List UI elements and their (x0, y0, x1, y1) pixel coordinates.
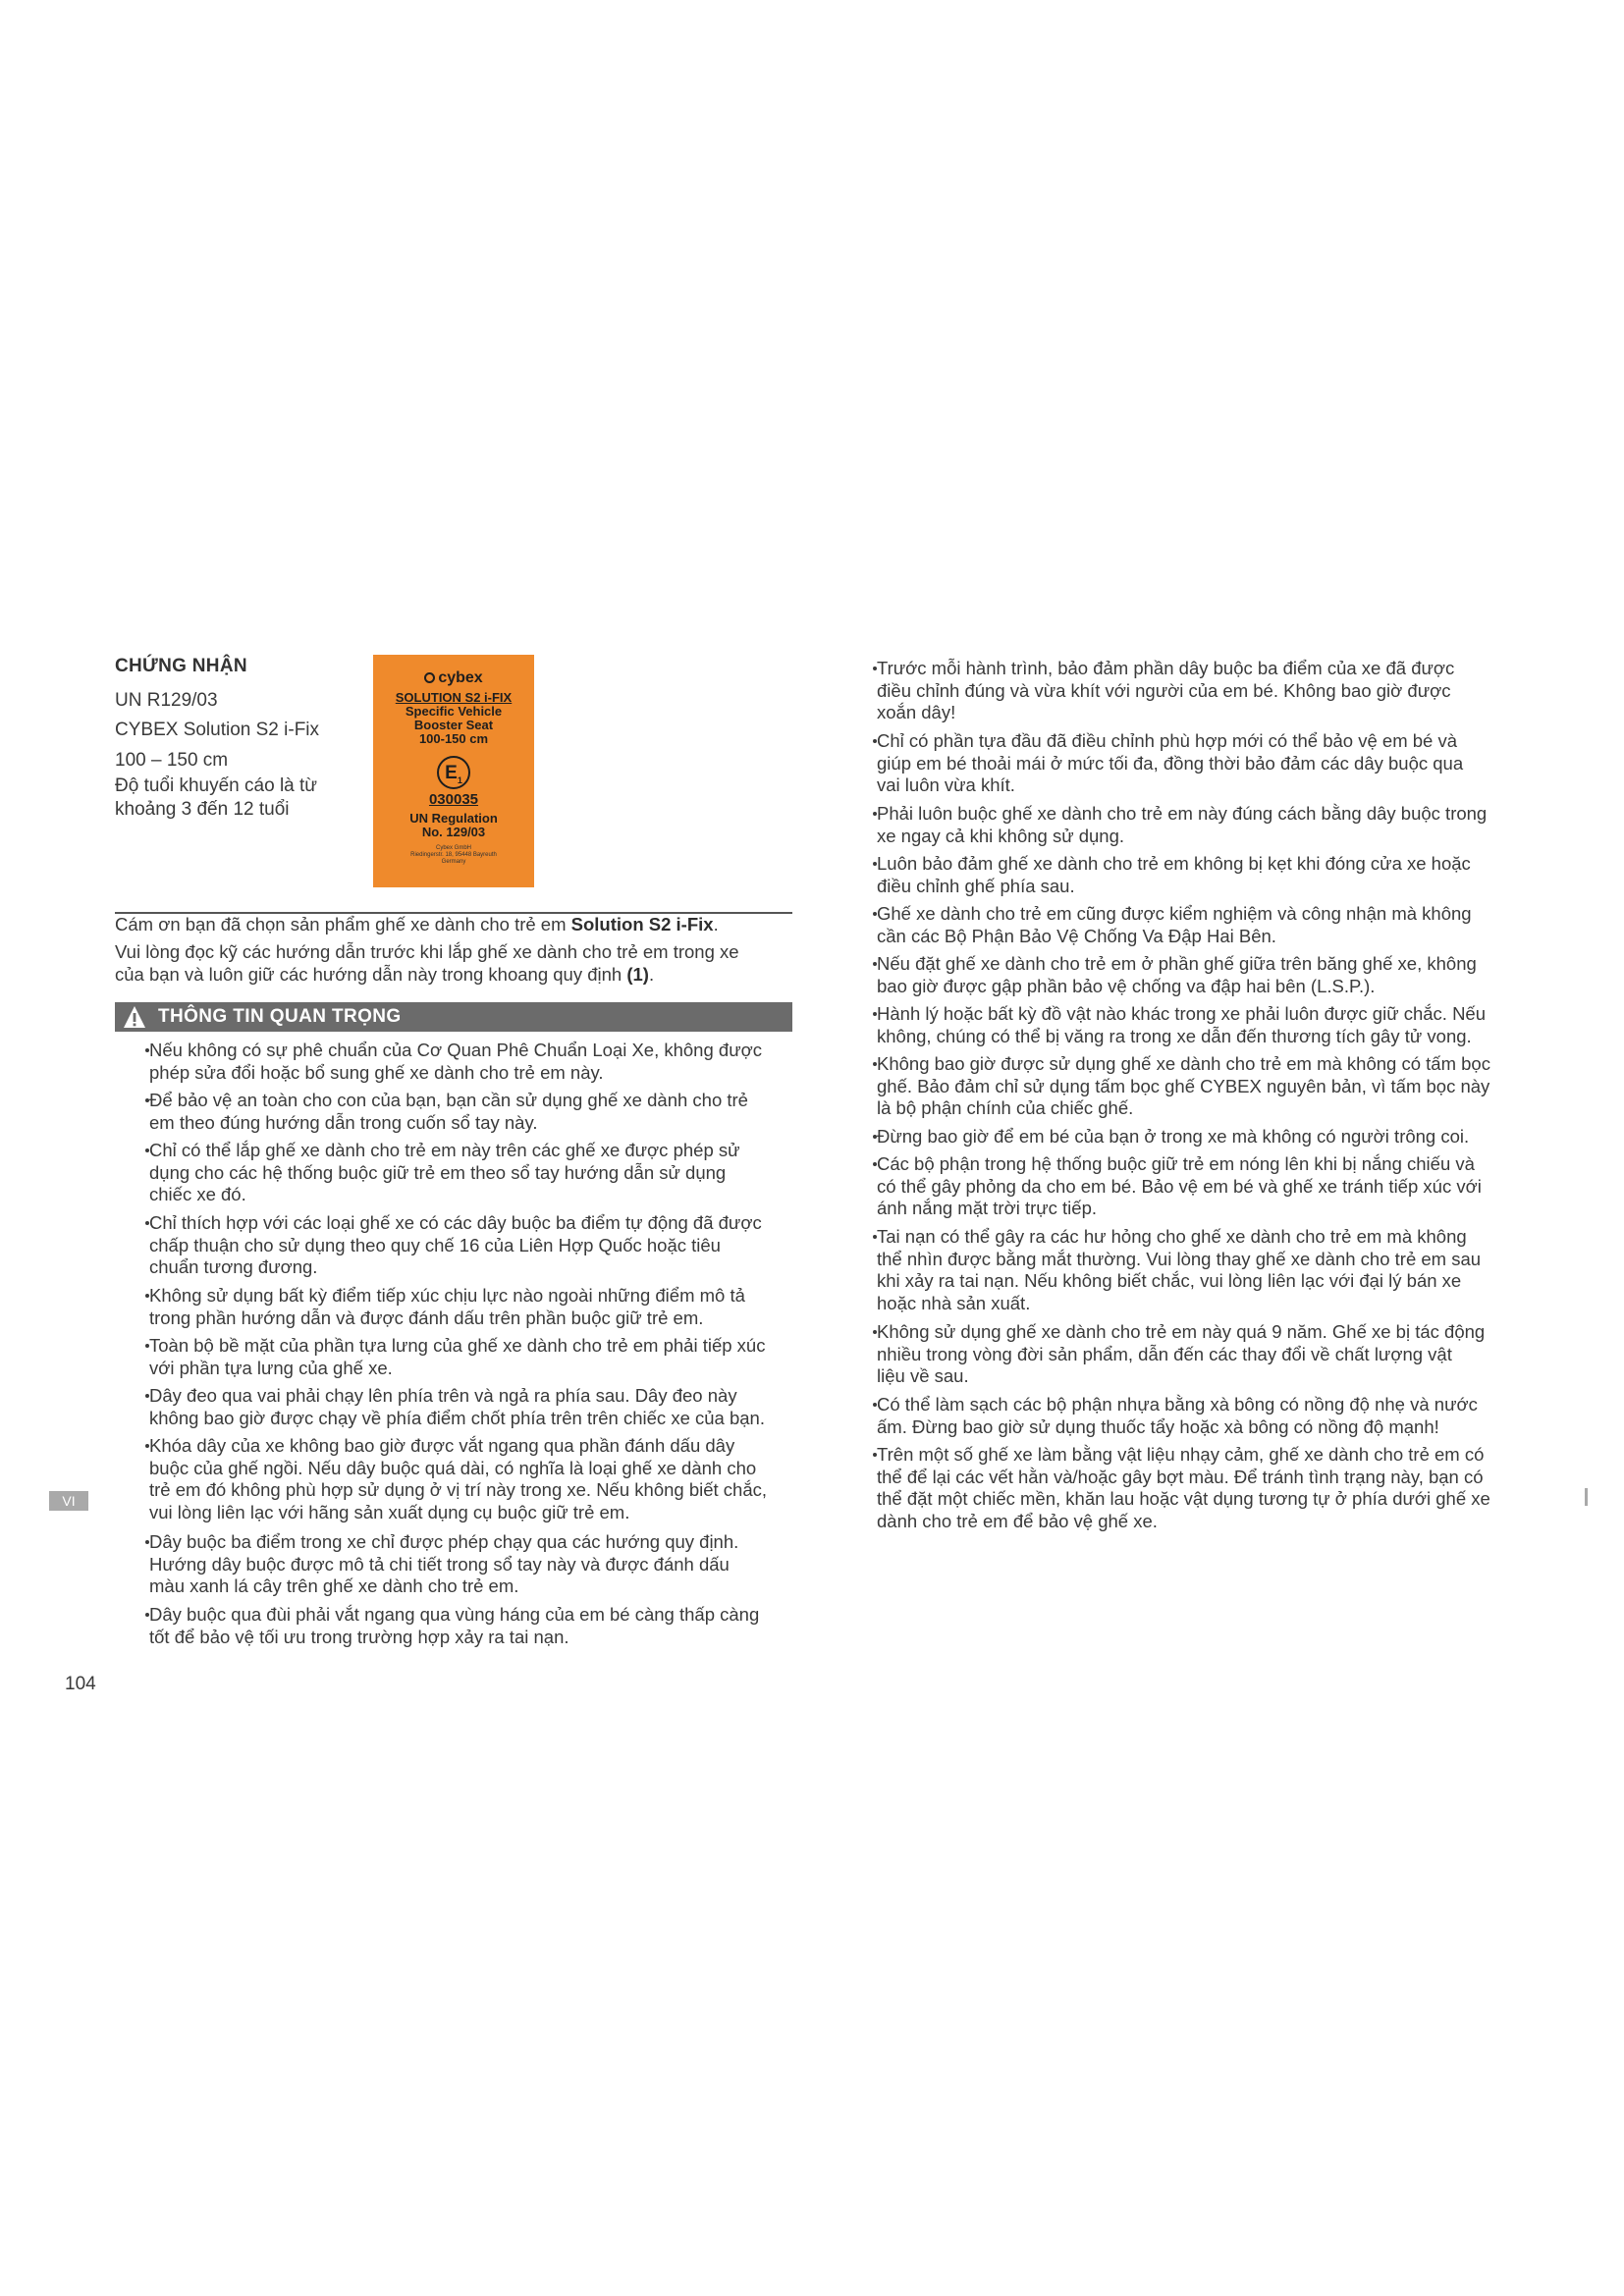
item-line: Trước mỗi hành trình, bảo đảm phần dây buộc ba điểm của xe đã được (877, 658, 1455, 678)
bullet-dot-icon (873, 1235, 877, 1239)
left-item-2 (149, 1090, 807, 1134)
item-line: ghế. Bảo đảm chỉ sử dụng tấm bọc ghế CYBEX nguyên bản, vì tấm bọc này (877, 1075, 1490, 1096)
item-line: khi xảy ra tai nạn. Nếu không biết chắc, vui lòng liên lạc với đại lý bán xe (877, 1270, 1462, 1291)
important-info-header (115, 1002, 792, 1032)
e-mark-icon: $E_1$ (437, 756, 470, 789)
left-item-7 (149, 1385, 807, 1429)
item-line: với phần tựa lưng của ghế xe. (149, 1357, 393, 1378)
right-item-12 (877, 1321, 1535, 1388)
item-line: Phải luôn buộc ghế xe dành cho trẻ em này đúng cách bằng dây buộc trong (877, 803, 1488, 824)
cert-age-line1: Độ tuổi khuyến cáo là từ (115, 775, 318, 796)
bullet-dot-icon (145, 1221, 149, 1225)
item-line: bao giờ được gập phần bảo vệ chống va đập hai bên (L.S.P.). (877, 975, 1376, 996)
item-line: ánh nắng mặt trời trực tiếp. (877, 1198, 1098, 1218)
item-line: giúp em bé thoải mái ở mức tối đa, đồng thời bảo đảm các dây buộc qua (877, 752, 1464, 774)
item-line: Chỉ có phần tựa đầu đã điều chỉnh phù hợp mới có thể bảo vệ em bé và (877, 730, 1457, 751)
item-line: tốt để bảo vệ tối ưu trong trường hợp xảy ra tai nạn. (149, 1626, 569, 1647)
bullet-dot-icon (873, 1135, 877, 1139)
item-line: nhiều trong vòng đời sản phẩm, dẫn đến các thay đổi về chất lượng vật (877, 1343, 1452, 1364)
item-line: Dây buộc qua đùi phải vắt ngang qua vùng háng của em bé càng thấp càng (149, 1604, 760, 1625)
left-item-5 (149, 1285, 807, 1329)
bullet-dot-icon (873, 962, 877, 966)
right-item-9 (877, 1126, 1535, 1148)
item-line: Nếu không có sự phê chuẩn của Cơ Quan Phê Chuẩn Loại Xe, không được (149, 1040, 762, 1060)
bullet-dot-icon (145, 1098, 149, 1102)
bullet-dot-icon (145, 1344, 149, 1348)
item-line: điều chỉnh đúng và vừa khít với người của em bé. Không bao giờ được (877, 679, 1451, 701)
item-line: màu xanh lá cây trên ghế xe dành cho trẻ em. (149, 1575, 519, 1596)
label-regulation: UN Regulation No. 129/03 (409, 811, 498, 839)
item-line: Không bao giờ được sử dụng ghế xe dành cho trẻ em mà không có tấm bọc (877, 1053, 1490, 1074)
right-item-1 (877, 658, 1535, 724)
bullet-dot-icon (873, 1403, 877, 1407)
item-line: Toàn bộ bề mặt của phần tựa lưng của ghế xe dành cho trẻ em phải tiếp xúc (149, 1335, 766, 1356)
intro-line-2: Vui lòng đọc kỹ các hướng dẫn trước khi lắp ghế xe dành cho trẻ em trong xe (115, 941, 739, 962)
left-item-8 (149, 1435, 807, 1523)
right-item-6 (877, 953, 1535, 997)
right-item-10 (877, 1153, 1535, 1220)
item-line: chuẩn tương đương. (149, 1256, 318, 1277)
language-tab: VI (49, 1491, 88, 1511)
item-line: hoặc nhà sản xuất. (877, 1292, 1031, 1313)
item-line: liệu về sau. (877, 1365, 969, 1386)
bullet-dot-icon (873, 667, 877, 670)
right-item-4 (877, 853, 1535, 897)
cert-standard: UN R129/03 (115, 690, 218, 711)
cert-age-line2: khoảng 3 đến 12 tuổi (115, 799, 290, 820)
item-line: Nếu đặt ghế xe dành cho trẻ em ở phần ghế giữa trên băng ghế xe, không (877, 953, 1477, 974)
warning-triangle-icon (123, 1005, 146, 1029)
bullet-dot-icon (873, 1162, 877, 1166)
left-item-3 (149, 1140, 807, 1206)
item-line: chiếc xe đó. (149, 1184, 246, 1204)
cert-title: CHỨNG NHẬN (115, 656, 247, 676)
item-line: Luôn bảo đảm ghế xe dành cho trẻ em không bị kẹt khi đóng cửa xe hoặc (877, 853, 1471, 874)
intro-line-1: Cám ơn bạn đã chọn sản phẩm ghế xe dành cho trẻ em Solution S2 i-Fix. (115, 914, 719, 934)
label-address: Cybex GmbH Riedingerstr. 18, 95448 Bayreuth Germany (410, 845, 497, 865)
left-item-1 (149, 1040, 807, 1084)
right-item-2 (877, 730, 1535, 797)
item-line: Khóa dây của xe không bao giờ được vắt ngang qua phần đánh dấu dây (149, 1435, 735, 1456)
item-line: thể nhìn được bằng mắt thường. Vui lòng thay ghế xe dành cho trẻ em sau (877, 1248, 1482, 1269)
item-line: không bao giờ được chạy về phía điểm chốt phía trên trên chiếc xe của bạn. (149, 1407, 765, 1428)
item-line: Chỉ có thể lắp ghế xe dành cho trẻ em này trên các ghế xe được phép sử (149, 1140, 740, 1160)
item-line: Để bảo vệ an toàn cho con của bạn, bạn cần sử dụng ghế xe dành cho trẻ (149, 1090, 748, 1110)
left-item-6 (149, 1335, 807, 1379)
bullet-dot-icon (145, 1540, 149, 1544)
page-number: 104 (65, 1674, 96, 1694)
left-item-4 (149, 1212, 807, 1279)
left-item-9 (149, 1531, 807, 1598)
important-info-title: THÔNG TIN QUAN TRỌNG (158, 1006, 402, 1027)
item-line: Chỉ thích hợp với các loại ghế xe có các dây buộc ba điểm tự động đã được (149, 1212, 762, 1233)
item-line: Tai nạn có thể gây ra các hư hỏng cho ghế xe dành cho trẻ em mà không (877, 1226, 1467, 1247)
item-line: dành cho trẻ em để bảo vệ ghế xe. (877, 1510, 1158, 1531)
bullet-dot-icon (873, 1330, 877, 1334)
item-line: cần các Bộ Phận Bảo Vệ Chống Va Đập Hai Bên. (877, 925, 1276, 946)
bullet-dot-icon (145, 1048, 149, 1052)
item-line: trẻ em đó không phù hợp sử dụng ở vị trí này trong xe. Nếu không biết chắc, (149, 1479, 768, 1500)
right-item-11 (877, 1226, 1535, 1314)
item-line: Dây đeo qua vai phải chạy lên phía trên và ngả ra phía sau. Dây đeo này (149, 1385, 737, 1406)
item-line: buộc của ghế ngồi. Nếu dây buộc quá dài, có nghĩa là loại ghế xe dành cho (149, 1457, 757, 1478)
bullet-dot-icon (873, 812, 877, 816)
label-title: SOLUTION S2 i-FIX Specific Vehicle Booster Seat 100-150 cm (395, 690, 513, 746)
bullet-dot-icon (145, 1294, 149, 1298)
item-line: vai luôn vừa khít. (877, 774, 1015, 795)
bullet-dot-icon (145, 1394, 149, 1398)
item-line: không, chúng có thể bị văng ra trong xe dẫn đến thương tích gây tử vong. (877, 1025, 1472, 1046)
bullet-dot-icon (873, 912, 877, 916)
item-line: Ghế xe dành cho trẻ em cũng được kiểm nghiệm và công nhận mà không (877, 903, 1472, 924)
bullet-dot-icon (873, 1062, 877, 1066)
item-line: xoắn dây! (877, 702, 956, 722)
item-line: thể để lại các vết hằn và/hoặc gây bợt màu. Để tránh tình trạng này, bạn có (877, 1466, 1484, 1487)
item-line: Đừng bao giờ để em bé của bạn ở trong xe mà không có người trông coi. (877, 1126, 1470, 1147)
bullet-dot-icon (145, 1444, 149, 1448)
item-line: em theo đúng hướng dẫn trong cuốn sổ tay này. (149, 1111, 538, 1133)
item-line: Hướng dây buộc được mô tả chi tiết trong sổ tay này và được đánh dấu (149, 1553, 730, 1575)
item-line: Có thể làm sạch các bộ phận nhựa bằng xà bông có nồng độ nhẹ và nước (877, 1394, 1478, 1415)
item-line: có thể gây phỏng da cho em bé. Bảo vệ em bé và ghế xe tránh tiếp xúc với (877, 1175, 1482, 1197)
cybex-logo-icon (424, 672, 435, 683)
bullet-dot-icon (873, 1453, 877, 1457)
item-line: dụng cho các hệ thống buộc giữ trẻ em theo sổ tay hướng dẫn sử dụng (149, 1161, 727, 1183)
item-line: Các bộ phận trong hệ thống buộc giữ trẻ em nóng lên khi bị nắng chiếu và (877, 1153, 1475, 1174)
item-line: Dây buộc ba điểm trong xe chỉ được phép chạy qua các hướng quy định. (149, 1531, 739, 1552)
left-item-10 (149, 1604, 807, 1648)
approval-label (373, 655, 534, 887)
item-line: chấp thuận cho sử dụng theo quy chế 16 của Liên Hợp Quốc hoặc tiêu (149, 1234, 721, 1255)
right-item-13 (877, 1394, 1535, 1438)
item-line: xe ngay cả khi không sử dụng. (877, 825, 1125, 846)
cert-product: CYBEX Solution S2 i-Fix (115, 720, 320, 740)
item-line: phép sửa đổi hoặc bổ sung ghế xe dành cho trẻ em này. (149, 1061, 604, 1083)
right-item-8 (877, 1053, 1535, 1120)
intro-line-3: của bạn và luôn giữ các hướng dẫn này trong khoang quy định (1). (115, 964, 655, 985)
item-line: Hành lý hoặc bất kỳ đồ vật nào khác trong xe phải luôn được giữ chắc. Nếu (877, 1003, 1487, 1024)
bullet-dot-icon (873, 862, 877, 866)
item-line: thể đặt một chiếc mền, khăn lau hoặc vật dụng tương tự ở phía dưới ghế xe (877, 1488, 1490, 1509)
right-item-3 (877, 803, 1535, 847)
right-item-7 (877, 1003, 1535, 1047)
item-line: vui lòng liên lạc với hãng sản xuất dụng cụ buộc giữ trẻ em. (149, 1501, 630, 1522)
item-line: ấm. Đừng bao giờ sử dụng thuốc tẩy hoặc xà bông có nồng độ mạnh! (877, 1415, 1439, 1437)
right-item-14 (877, 1444, 1535, 1532)
side-marker (1585, 1488, 1588, 1506)
bullet-dot-icon (145, 1613, 149, 1617)
item-line: là bộ phận chính của chiếc ghế. (877, 1097, 1134, 1118)
label-brand: cybex (373, 669, 534, 687)
approval-number: 030035 (428, 791, 479, 808)
item-line: trong phần hướng dẫn và được đánh dấu trên phần buộc giữ trẻ em. (149, 1307, 704, 1328)
item-line: Trên một số ghế xe làm bằng vật liệu nhạy cảm, ghế xe dành cho trẻ em có (877, 1444, 1485, 1465)
item-line: điều chỉnh ghế phía sau. (877, 875, 1075, 896)
cert-height: 100 – 150 cm (115, 750, 229, 771)
bullet-dot-icon (873, 739, 877, 743)
bullet-dot-icon (145, 1148, 149, 1152)
item-line: Không sử dụng bất kỳ điểm tiếp xúc chịu lực nào ngoài những điểm mô tả (149, 1285, 745, 1306)
right-item-5 (877, 903, 1535, 947)
bullet-dot-icon (873, 1012, 877, 1016)
item-line: Không sử dụng ghế xe dành cho trẻ em này quá 9 năm. Ghế xe bị tác động (877, 1321, 1486, 1342)
